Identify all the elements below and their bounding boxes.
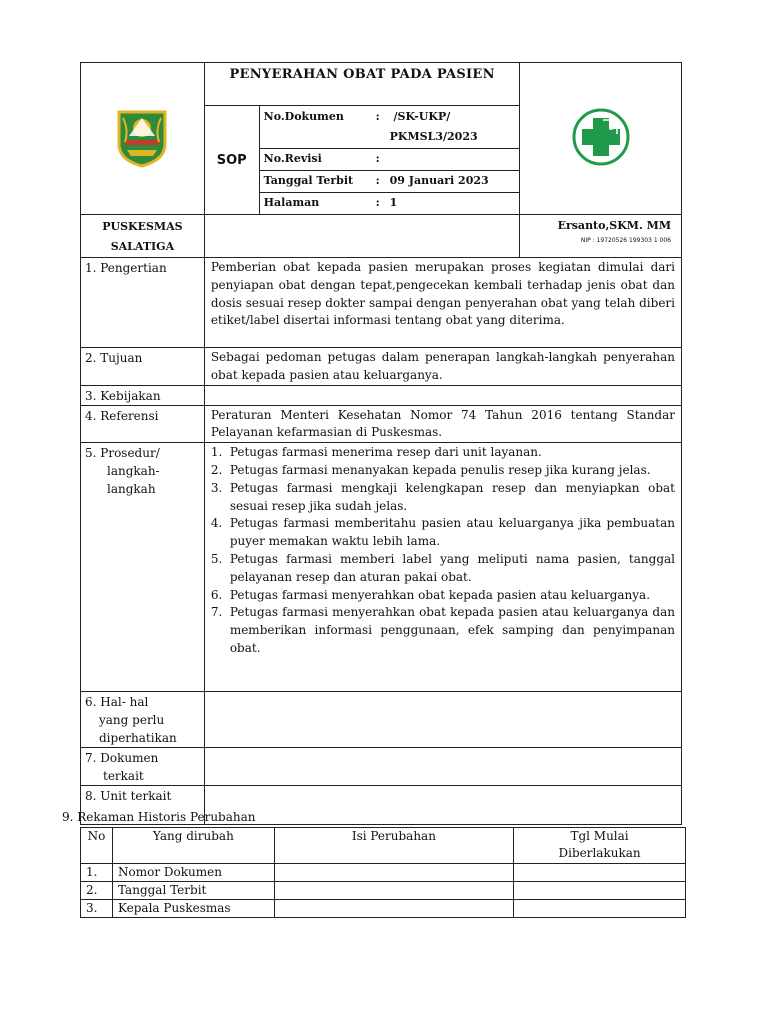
step-text: Petugas farmasi menyerahkan obat kepada pasien atau keluarganya dan memberikan informasi penggunaan, efek samping dan penyimpanan obat. (229, 605, 675, 655)
rekaman-table (80, 827, 686, 918)
no-dokumen-row: No.Dokumen : /SK-UKP/ PKMSL3/2023 (259, 106, 520, 149)
referensi-text: Peraturan Menteri Kesehatan Nomor 74 Tahun 2016 tentang Standar Pelayanan kefarmasian di Puskesmas. (204, 405, 681, 443)
document-title: PENYERAHAN OBAT PADA PASIEN (204, 63, 520, 106)
referensi-label: 4. Referensi (81, 405, 205, 443)
tanggal-terbit-label: Tanggal Terbit (263, 174, 354, 187)
tanggal-terbit-value: 09 Januari 2023 (389, 174, 489, 187)
dokumen-terkait-label: 7. Dokumen terkait (81, 748, 205, 786)
rekaman-cell-no: 3. (81, 900, 113, 918)
kebijakan-label: 3. Kebijakan (81, 385, 205, 405)
rekaman-header-row (81, 828, 686, 864)
procedure-step (211, 604, 675, 657)
rekaman-cell-item: Nomor Dokumen (112, 864, 274, 882)
steps-list (211, 444, 675, 658)
regional-emblem-icon (115, 106, 169, 168)
rekaman-cell-no: 2. (81, 882, 113, 900)
rekaman-cell-tgl (514, 882, 686, 900)
rekaman-row (81, 864, 686, 882)
halaman-label: Halaman (263, 196, 320, 209)
sop-document-table (80, 62, 682, 825)
procedure-step (211, 515, 675, 551)
tanggal-terbit-row: Tanggal Terbit : 09 Januari 2023 (259, 171, 520, 193)
header-tgl-mulai: Tgl Mulai Diberlakukan (514, 828, 686, 864)
rekaman-body (81, 864, 686, 918)
procedure-step (211, 551, 675, 587)
rekaman-row (81, 882, 686, 900)
rekaman-cell-no: 1. (81, 864, 113, 882)
rekaman-cell-isi (274, 900, 513, 918)
procedure-step (211, 587, 675, 605)
header-yang-dirubah: Yang dirubah (112, 828, 274, 864)
step-number: 4. (210, 516, 223, 531)
tujuan-text: Sebagai pedoman petugas dalam penerapan langkah-langkah penyerahan obat kepada pasien atau keluarganya. (204, 348, 681, 386)
procedure-step (211, 480, 675, 516)
signer-name: Ersanto,SKM. MM (557, 219, 671, 232)
header-isi-perubahan: Isi Perubahan (274, 828, 513, 864)
no-revisi-label: No.Revisi (263, 152, 322, 165)
signer-block (520, 215, 682, 258)
step-text: Petugas farmasi menerima resep dari unit layanan. (229, 445, 542, 460)
no-dokumen-label: No.Dokumen (263, 110, 344, 123)
unit-terkait-content (204, 786, 681, 825)
prosedur-label: 5. Prosedur/ langkah- langkah (81, 443, 205, 692)
hal-perlu-label: 6. Hal- hal yang perlu diperhatikan (81, 692, 205, 748)
step-text: Petugas farmasi menyerahkan obat kepada pasien atau keluarganya. (229, 587, 651, 602)
header-no: No (81, 828, 113, 864)
pengertian-label: 1. Pengertian (81, 258, 205, 348)
step-text: Petugas farmasi menanyakan kepada penulis resep jika kurang jelas. (229, 462, 651, 477)
step-text: Petugas farmasi mengkaji kelengkapan resep dan menyiapkan obat sesuai resep jika sudah jelas. (229, 480, 675, 513)
organization-name: PUSKESMAS SALATIGA (81, 215, 205, 258)
rekaman-cell-tgl (514, 864, 686, 882)
rekaman-title: 9. Rekaman Historis Perubahan (62, 810, 256, 824)
pengertian-text: Pemberian obat kepada pasien merupakan proses kegiatan dimulai dari penyiapan obat dengan tepat,pengecekan kembali terhadap jenis obat dan dosis sesuai resep dokter sampai dengan penyerahan obat yang telah diberi etiket/label disertai informasi tentang obat yang diterima. (204, 258, 681, 348)
regional-emblem-cell (81, 63, 205, 215)
rekaman-cell-isi (274, 864, 513, 882)
procedure-step (211, 462, 675, 480)
hal-perlu-content (204, 692, 681, 748)
rekaman-cell-isi (274, 882, 513, 900)
halaman-value: 1 (389, 196, 398, 209)
signer-nip: NIP : 19720526 199303 1 006 (580, 237, 671, 244)
step-number: 3. (210, 480, 223, 495)
halaman-row: Halaman : 1 (259, 193, 520, 215)
blank-header-cell (204, 215, 520, 258)
procedure-step (211, 444, 675, 462)
unit-terkait-label: 8. Unit terkait (81, 786, 205, 825)
step-number: 6. (210, 587, 223, 602)
no-dokumen-value-1: /SK-UKP/ (393, 110, 451, 123)
no-dokumen-value-2: PKMSL3/2023 (389, 130, 478, 143)
step-number: 1. (210, 445, 223, 460)
tujuan-label: 2. Tujuan (81, 348, 205, 386)
prosedur-steps (204, 443, 681, 692)
sop-label: SOP (204, 106, 259, 215)
kebijakan-text (204, 385, 681, 405)
step-number: 7. (210, 605, 223, 620)
step-number: 5. (210, 551, 223, 566)
step-text: Petugas farmasi memberitahu pasien atau keluarganya jika pembuatan puyer memakan waktu lebih lama. (229, 516, 675, 549)
step-number: 2. (210, 462, 223, 477)
puskesmas-logo-icon (570, 106, 632, 168)
step-text: Petugas farmasi memberi label yang meliputi nama pasien, tanggal pelayanan resep dan aturan pakai obat. (229, 551, 675, 584)
rekaman-row (81, 900, 686, 918)
rekaman-cell-item: Tanggal Terbit (112, 882, 274, 900)
no-revisi-row: No.Revisi : (259, 149, 520, 171)
rekaman-cell-item: Kepala Puskesmas (112, 900, 274, 918)
rekaman-cell-tgl (514, 900, 686, 918)
puskesmas-logo-cell (520, 63, 682, 215)
dokumen-terkait-content (204, 748, 681, 786)
